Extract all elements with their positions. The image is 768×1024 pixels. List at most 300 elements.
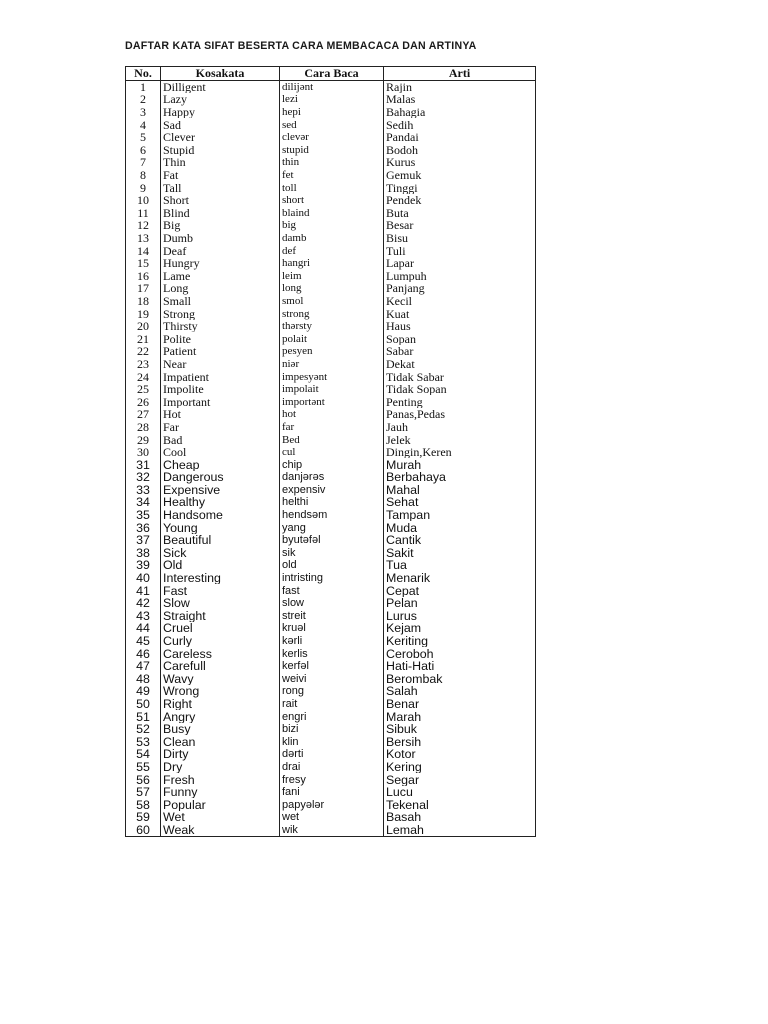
cell-cara-baca: bizi (280, 723, 384, 736)
table-row (126, 370, 536, 383)
cell-no: 33 (126, 484, 161, 497)
cell-arti: Sabar (384, 345, 536, 358)
cell-no: 20 (126, 320, 161, 333)
cell-arti: Lumpuh (384, 270, 536, 283)
cell-kosakata: Weak (161, 824, 280, 837)
cell-cara-baca: lezi (280, 93, 384, 106)
cell-cara-baca: kerfəl (280, 660, 384, 673)
table-row (126, 106, 536, 119)
cell-no: 6 (126, 144, 161, 157)
cell-arti: Hati-Hati (384, 660, 536, 673)
table-row (126, 622, 536, 635)
cell-arti: Pendek (384, 194, 536, 207)
cell-no: 39 (126, 559, 161, 572)
cell-kosakata: Stupid (161, 144, 280, 157)
cell-arti: Lurus (384, 610, 536, 623)
cell-cara-baca: klin (280, 735, 384, 748)
cell-cara-baca: byutəfəl (280, 534, 384, 547)
header-arti: Arti (384, 67, 536, 81)
cell-cara-baca: yang (280, 521, 384, 534)
table-row (126, 748, 536, 761)
cell-arti: Cantik (384, 534, 536, 547)
cell-cara-baca: hot (280, 408, 384, 421)
cell-kosakata: Hot (161, 408, 280, 421)
cell-cara-baca: engri (280, 710, 384, 723)
cell-kosakata: Expensive (161, 484, 280, 497)
cell-arti: Sakit (384, 547, 536, 560)
cell-arti: Salah (384, 685, 536, 698)
cell-cara-baca: thin (280, 156, 384, 169)
cell-cara-baca: sed (280, 118, 384, 131)
cell-cara-baca: big (280, 219, 384, 232)
cell-kosakata: Dilligent (161, 80, 280, 93)
table-row (126, 534, 536, 547)
cell-arti: Haus (384, 320, 536, 333)
table-row (126, 207, 536, 220)
cell-cara-baca: blaind (280, 207, 384, 220)
cell-no: 3 (126, 106, 161, 119)
cell-arti: Kurus (384, 156, 536, 169)
cell-cara-baca: toll (280, 181, 384, 194)
cell-cara-baca: fast (280, 584, 384, 597)
table-row (126, 383, 536, 396)
cell-kosakata: Bad (161, 433, 280, 446)
cell-kosakata: Handsome (161, 509, 280, 522)
cell-arti: Besar (384, 219, 536, 232)
table-row (126, 484, 536, 497)
cell-arti: Kuat (384, 307, 536, 320)
cell-arti: Tinggi (384, 181, 536, 194)
table-row (126, 282, 536, 295)
cell-kosakata: Wet (161, 811, 280, 824)
cell-cara-baca: wik (280, 824, 384, 837)
table-row (126, 156, 536, 169)
cell-cara-baca: dilijənt (280, 80, 384, 93)
cell-arti: Bisu (384, 232, 536, 245)
cell-cara-baca: old (280, 559, 384, 572)
cell-arti: Keriting (384, 635, 536, 648)
cell-cara-baca: def (280, 244, 384, 257)
table-row (126, 735, 536, 748)
table-row (126, 144, 536, 157)
table-row (126, 521, 536, 534)
cell-kosakata: Fat (161, 169, 280, 182)
cell-cara-baca: intristing (280, 572, 384, 585)
cell-cara-baca: slow (280, 597, 384, 610)
table-row (126, 408, 536, 421)
cell-kosakata: Cruel (161, 622, 280, 635)
cell-no: 5 (126, 131, 161, 144)
cell-kosakata: Carefull (161, 660, 280, 673)
cell-no: 46 (126, 647, 161, 660)
table-row (126, 307, 536, 320)
cell-no: 32 (126, 471, 161, 484)
cell-arti: Benar (384, 698, 536, 711)
cell-cara-baca: wet (280, 811, 384, 824)
cell-arti: Basah (384, 811, 536, 824)
cell-no: 51 (126, 710, 161, 723)
cell-no: 50 (126, 698, 161, 711)
cell-arti: Bersih (384, 735, 536, 748)
cell-kosakata: Interesting (161, 572, 280, 585)
table-row (126, 786, 536, 799)
cell-cara-baca: fet (280, 169, 384, 182)
cell-kosakata: Patient (161, 345, 280, 358)
cell-arti: Tua (384, 559, 536, 572)
cell-arti: Jelek (384, 433, 536, 446)
table-row (126, 332, 536, 345)
cell-cara-baca: kərli (280, 635, 384, 648)
cell-kosakata: Dry (161, 761, 280, 774)
cell-kosakata: Dangerous (161, 471, 280, 484)
cell-kosakata: Curly (161, 635, 280, 648)
table-row (126, 610, 536, 623)
cell-cara-baca: damb (280, 232, 384, 245)
table-row (126, 673, 536, 686)
cell-cara-baca: hangri (280, 257, 384, 270)
cell-arti: Menarik (384, 572, 536, 585)
cell-kosakata: Sick (161, 547, 280, 560)
cell-arti: Tuli (384, 244, 536, 257)
cell-kosakata: Cheap (161, 458, 280, 471)
table-row (126, 118, 536, 131)
cell-arti: Lucu (384, 786, 536, 799)
cell-cara-baca: danjərəs (280, 471, 384, 484)
cell-arti: Sopan (384, 332, 536, 345)
cell-arti: Jauh (384, 421, 536, 434)
cell-kosakata: Sad (161, 118, 280, 131)
cell-no: 43 (126, 610, 161, 623)
cell-kosakata: Young (161, 521, 280, 534)
table-row (126, 559, 536, 572)
cell-no: 57 (126, 786, 161, 799)
cell-kosakata: Dirty (161, 748, 280, 761)
table-row (126, 824, 536, 837)
cell-cara-baca: weivi (280, 673, 384, 686)
table-row (126, 295, 536, 308)
cell-no: 47 (126, 660, 161, 673)
cell-cara-baca: smol (280, 295, 384, 308)
cell-no: 10 (126, 194, 161, 207)
cell-kosakata: Thirsty (161, 320, 280, 333)
cell-kosakata: Clever (161, 131, 280, 144)
table-row (126, 471, 536, 484)
cell-no: 9 (126, 181, 161, 194)
cell-kosakata: Tall (161, 181, 280, 194)
cell-cara-baca: far (280, 421, 384, 434)
cell-kosakata: Beautiful (161, 534, 280, 547)
cell-no: 21 (126, 332, 161, 345)
cell-no: 40 (126, 572, 161, 585)
cell-kosakata: Funny (161, 786, 280, 799)
cell-no: 15 (126, 257, 161, 270)
cell-kosakata: Blind (161, 207, 280, 220)
cell-cara-baca: chip (280, 458, 384, 471)
cell-cara-baca: clevər (280, 131, 384, 144)
cell-cara-baca: niər (280, 358, 384, 371)
cell-kosakata: Short (161, 194, 280, 207)
table-row (126, 811, 536, 824)
cell-cara-baca: cul (280, 446, 384, 459)
cell-arti: Buta (384, 207, 536, 220)
cell-cara-baca: leim (280, 270, 384, 283)
document-title: DAFTAR KATA SIFAT BESERTA CARA MEMBACACA DAN ARTINYA (125, 40, 477, 52)
cell-arti: Kotor (384, 748, 536, 761)
cell-arti: Rajin (384, 80, 536, 93)
table-row (126, 433, 536, 446)
cell-cara-baca: expensiv (280, 484, 384, 497)
cell-arti: Lapar (384, 257, 536, 270)
table-row (126, 496, 536, 509)
cell-no: 4 (126, 118, 161, 131)
cell-arti: Pandai (384, 131, 536, 144)
table-row (126, 597, 536, 610)
cell-kosakata: Wavy (161, 673, 280, 686)
cell-no: 23 (126, 358, 161, 371)
cell-cara-baca: hendsəm (280, 509, 384, 522)
cell-arti: Sehat (384, 496, 536, 509)
table-row (126, 798, 536, 811)
cell-kosakata: Fresh (161, 773, 280, 786)
cell-no: 29 (126, 433, 161, 446)
cell-no: 1 (126, 80, 161, 93)
cell-no: 11 (126, 207, 161, 220)
cell-no: 12 (126, 219, 161, 232)
table-row (126, 131, 536, 144)
cell-kosakata: Strong (161, 307, 280, 320)
table-row (126, 761, 536, 774)
cell-no: 8 (126, 169, 161, 182)
cell-arti: Dingin,Keren (384, 446, 536, 459)
cell-no: 41 (126, 584, 161, 597)
cell-kosakata: Impatient (161, 370, 280, 383)
cell-cara-baca: strong (280, 307, 384, 320)
cell-no: 45 (126, 635, 161, 648)
cell-arti: Penting (384, 395, 536, 408)
cell-arti: Murah (384, 458, 536, 471)
cell-arti: Kecil (384, 295, 536, 308)
cell-kosakata: Small (161, 295, 280, 308)
table-row (126, 635, 536, 648)
cell-kosakata: Wrong (161, 685, 280, 698)
cell-kosakata: Straight (161, 610, 280, 623)
cell-kosakata: Old (161, 559, 280, 572)
cell-no: 16 (126, 270, 161, 283)
cell-cara-baca: kerlis (280, 647, 384, 660)
cell-arti: Segar (384, 773, 536, 786)
table-row (126, 698, 536, 711)
cell-no: 49 (126, 685, 161, 698)
cell-no: 2 (126, 93, 161, 106)
cell-no: 54 (126, 748, 161, 761)
table-row (126, 723, 536, 736)
cell-no: 24 (126, 370, 161, 383)
cell-arti: Berombak (384, 673, 536, 686)
table-row (126, 169, 536, 182)
cell-cara-baca: papyələr (280, 798, 384, 811)
cell-no: 36 (126, 521, 161, 534)
cell-no: 44 (126, 622, 161, 635)
cell-cara-baca: hepi (280, 106, 384, 119)
cell-kosakata: Thin (161, 156, 280, 169)
cell-arti: Tampan (384, 509, 536, 522)
cell-arti: Cepat (384, 584, 536, 597)
table-row (126, 660, 536, 673)
table-row (126, 270, 536, 283)
table-row (126, 647, 536, 660)
vocabulary-table (125, 66, 536, 837)
cell-kosakata: Big (161, 219, 280, 232)
table-row (126, 244, 536, 257)
cell-arti: Tekenal (384, 798, 536, 811)
cell-no: 14 (126, 244, 161, 257)
cell-arti: Malas (384, 93, 536, 106)
cell-arti: Sedih (384, 118, 536, 131)
cell-cara-baca: streit (280, 610, 384, 623)
cell-cara-baca: kruəl (280, 622, 384, 635)
cell-kosakata: Long (161, 282, 280, 295)
cell-arti: Tidak Sopan (384, 383, 536, 396)
cell-no: 38 (126, 547, 161, 560)
cell-no: 55 (126, 761, 161, 774)
cell-kosakata: Lame (161, 270, 280, 283)
cell-arti: Berbahaya (384, 471, 536, 484)
cell-cara-baca: rong (280, 685, 384, 698)
table-header-row (126, 67, 536, 81)
cell-no: 53 (126, 735, 161, 748)
cell-kosakata: Healthy (161, 496, 280, 509)
cell-no: 13 (126, 232, 161, 245)
cell-kosakata: Cool (161, 446, 280, 459)
cell-cara-baca: Bed (280, 433, 384, 446)
cell-no: 17 (126, 282, 161, 295)
cell-arti: Tidak Sabar (384, 370, 536, 383)
cell-no: 7 (126, 156, 161, 169)
table-row (126, 572, 536, 585)
table-row (126, 547, 536, 560)
cell-cara-baca: fani (280, 786, 384, 799)
cell-kosakata: Slow (161, 597, 280, 610)
table-row (126, 232, 536, 245)
table-row (126, 358, 536, 371)
cell-kosakata: Important (161, 395, 280, 408)
table-row (126, 257, 536, 270)
cell-arti: Bahagia (384, 106, 536, 119)
cell-cara-baca: impesyənt (280, 370, 384, 383)
cell-cara-baca: sik (280, 547, 384, 560)
cell-kosakata: Busy (161, 723, 280, 736)
cell-arti: Ceroboh (384, 647, 536, 660)
table-row (126, 685, 536, 698)
cell-kosakata: Dumb (161, 232, 280, 245)
table-row (126, 80, 536, 93)
table-row (126, 458, 536, 471)
cell-kosakata: Popular (161, 798, 280, 811)
table-row (126, 320, 536, 333)
cell-no: 22 (126, 345, 161, 358)
cell-kosakata: Deaf (161, 244, 280, 257)
cell-kosakata: Hungry (161, 257, 280, 270)
cell-no: 28 (126, 421, 161, 434)
cell-arti: Panjang (384, 282, 536, 295)
cell-cara-baca: polait (280, 332, 384, 345)
cell-no: 48 (126, 673, 161, 686)
cell-arti: Muda (384, 521, 536, 534)
cell-kosakata: Fast (161, 584, 280, 597)
table-row (126, 710, 536, 723)
table-row (126, 509, 536, 522)
cell-cara-baca: rait (280, 698, 384, 711)
cell-arti: Sibuk (384, 723, 536, 736)
cell-no: 31 (126, 458, 161, 471)
cell-cara-baca: pesyen (280, 345, 384, 358)
cell-kosakata: Clean (161, 735, 280, 748)
cell-cara-baca: thərsty (280, 320, 384, 333)
cell-arti: Pelan (384, 597, 536, 610)
cell-arti: Marah (384, 710, 536, 723)
table-row (126, 446, 536, 459)
cell-no: 56 (126, 773, 161, 786)
header-kosakata: Kosakata (161, 67, 280, 81)
table-row (126, 773, 536, 786)
cell-cara-baca: fresy (280, 773, 384, 786)
cell-kosakata: Lazy (161, 93, 280, 106)
table-row (126, 181, 536, 194)
cell-no: 19 (126, 307, 161, 320)
cell-kosakata: Polite (161, 332, 280, 345)
cell-no: 52 (126, 723, 161, 736)
cell-arti: Lemah (384, 824, 536, 837)
table-row (126, 194, 536, 207)
cell-kosakata: Right (161, 698, 280, 711)
table-row (126, 219, 536, 232)
cell-no: 26 (126, 395, 161, 408)
cell-cara-baca: long (280, 282, 384, 295)
table-row (126, 345, 536, 358)
table-row (126, 93, 536, 106)
cell-kosakata: Near (161, 358, 280, 371)
cell-kosakata: Happy (161, 106, 280, 119)
cell-cara-baca: dərti (280, 748, 384, 761)
cell-arti: Bodoh (384, 144, 536, 157)
cell-arti: Panas,Pedas (384, 408, 536, 421)
cell-arti: Kejam (384, 622, 536, 635)
cell-no: 30 (126, 446, 161, 459)
cell-kosakata: Far (161, 421, 280, 434)
cell-no: 59 (126, 811, 161, 824)
cell-no: 42 (126, 597, 161, 610)
header-no: No. (126, 67, 161, 81)
cell-cara-baca: stupid (280, 144, 384, 157)
cell-no: 25 (126, 383, 161, 396)
cell-cara-baca: impolait (280, 383, 384, 396)
table-row (126, 395, 536, 408)
cell-no: 27 (126, 408, 161, 421)
cell-arti: Kering (384, 761, 536, 774)
cell-kosakata: Angry (161, 710, 280, 723)
cell-arti: Mahal (384, 484, 536, 497)
cell-cara-baca: short (280, 194, 384, 207)
cell-arti: Gemuk (384, 169, 536, 182)
cell-no: 35 (126, 509, 161, 522)
table-row (126, 421, 536, 434)
cell-arti: Dekat (384, 358, 536, 371)
cell-no: 60 (126, 824, 161, 837)
header-cara-baca: Cara Baca (280, 67, 384, 81)
cell-cara-baca: drai (280, 761, 384, 774)
table-row (126, 584, 536, 597)
cell-cara-baca: helthi (280, 496, 384, 509)
